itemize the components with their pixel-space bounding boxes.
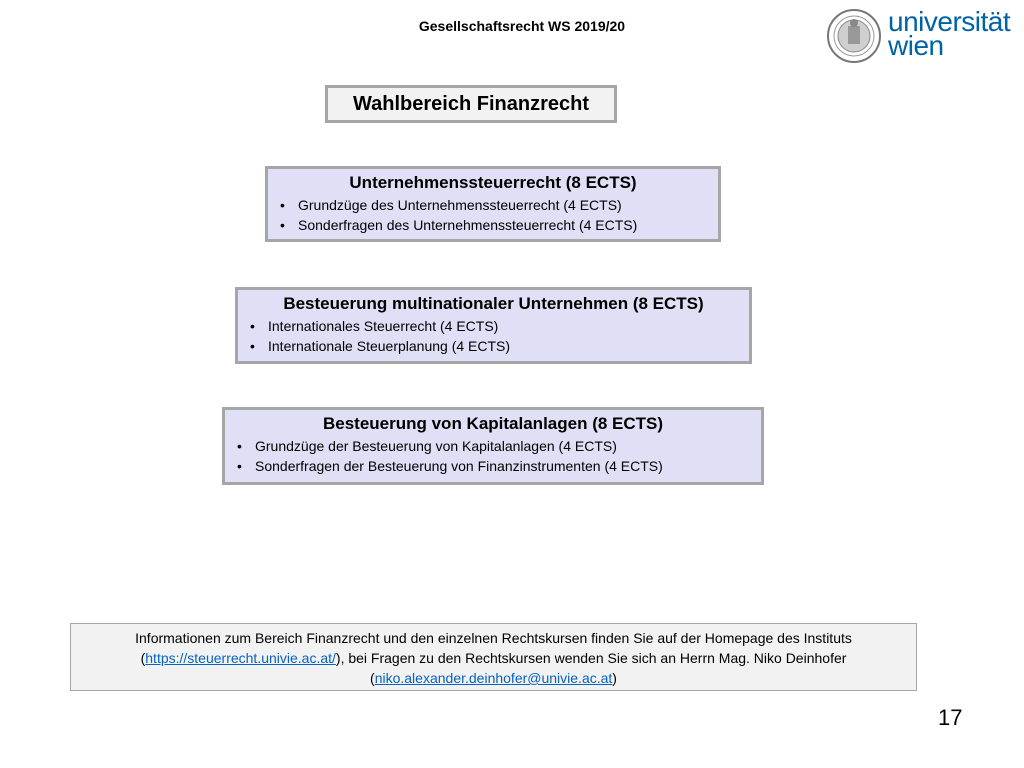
page-number: 17	[938, 705, 963, 730]
course-box-multinational	[235, 287, 752, 364]
list-item: • Internationales Steuerrecht (4 ECTS)	[246, 316, 741, 336]
info-close-paren: )	[612, 670, 617, 686]
course-box-title: Besteuerung von Kapitalanlagen (8 ECTS)	[322, 414, 664, 433]
list-item: • Sonderfragen des Unternehmenssteuerrecht (4 ECTS)	[276, 215, 710, 235]
course-list	[276, 195, 710, 235]
info-line-2-text: ), bei Fragen zu den Rechtskursen wenden Sie sich an Herrn Mag. Niko Deinhofer	[335, 650, 847, 666]
course-box-title: Unternehmenssteuerrecht (8 ECTS)	[349, 173, 637, 192]
info-line-1: Informationen zum Bereich Finanzrecht und den einzelnen Rechtskursen finden Sie auf der Homepage des Instituts	[135, 630, 852, 646]
course-box-unternehmenssteuerrecht	[265, 166, 721, 242]
list-item: • Sonderfragen der Besteuerung von Finanzinstrumenten (4 ECTS)	[233, 456, 753, 476]
info-open-paren: (	[140, 650, 146, 666]
course-list	[246, 316, 741, 356]
list-item: • Grundzüge des Unternehmenssteuerrecht (4 ECTS)	[276, 195, 710, 215]
university-logo	[826, 8, 1016, 64]
institute-homepage-link[interactable]: https://steuerrecht.univie.ac.at/	[145, 650, 336, 666]
logo-text-line1: universität	[888, 6, 1011, 37]
header-title: Gesellschaftsrecht WS 2019/20	[418, 18, 626, 34]
info-box	[70, 623, 917, 691]
list-item: • Grundzüge der Besteuerung von Kapitalanlagen (4 ECTS)	[233, 436, 753, 456]
course-box-kapitalanlagen	[222, 407, 764, 485]
info-open-paren-2: (	[370, 670, 375, 686]
info-line-3	[71, 668, 916, 688]
logo-text-line2: wien	[888, 30, 944, 61]
course-list	[233, 436, 753, 476]
university-seal-icon	[826, 8, 882, 64]
contact-email-link[interactable]: niko.alexander.deinhofer@univie.ac.at	[374, 670, 613, 686]
list-item: • Internationale Steuerplanung (4 ECTS)	[246, 336, 741, 356]
main-title: Wahlbereich Finanzrecht	[325, 85, 617, 123]
info-line-2	[71, 648, 916, 668]
course-box-title: Besteuerung multinationaler Unternehmen (8 ECTS)	[283, 294, 704, 313]
